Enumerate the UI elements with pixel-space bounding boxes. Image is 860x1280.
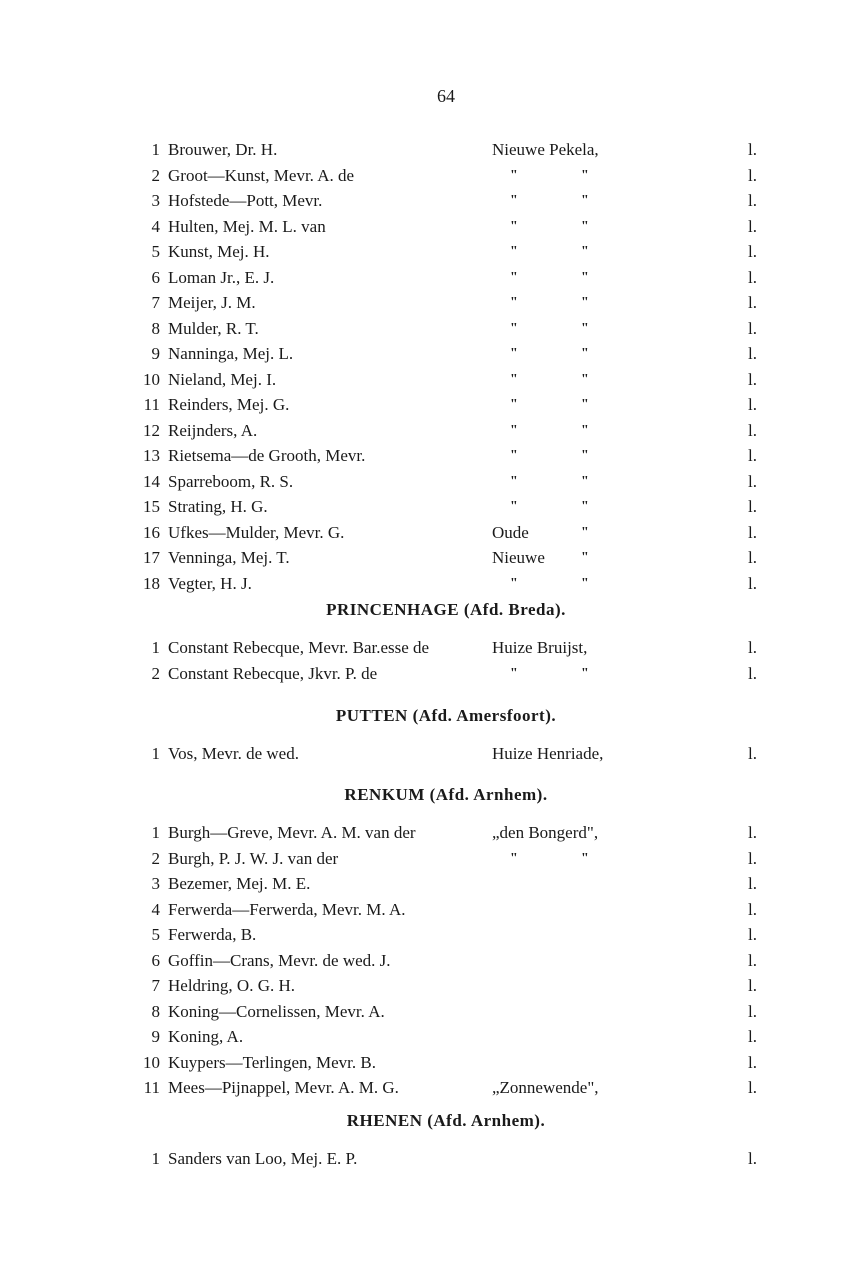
entry-number: 2 [151, 663, 160, 683]
list-item [0, 444, 860, 468]
entry-name: Venninga, Mej. T. [168, 548, 290, 567]
section-heading: RHENEN (Afd. Arnhem). [346, 1111, 546, 1130]
entry-mark: l. [748, 344, 757, 363]
entry-number: 9 [151, 344, 160, 363]
entry-name: Groot—Kunst, Mevr. A. de [168, 165, 355, 185]
ditto-mark: " [510, 665, 518, 681]
section-heading: RENKUM (Afd. Arnhem). [344, 785, 548, 804]
entry-name: Hofstede—Pott, Mevr. [168, 191, 323, 210]
list-item [0, 872, 860, 896]
entry-name: Goffin—Crans, Mevr. de wed. J. [168, 950, 391, 970]
ditto-mark: " [510, 320, 518, 336]
list-item [0, 368, 860, 392]
entry-number: 15 [143, 497, 160, 516]
ditto-mark: " [581, 422, 589, 438]
entry-number: 1 [151, 638, 160, 657]
list-item [0, 1025, 860, 1049]
ditto-mark: " [510, 850, 518, 866]
entry-name: Sparreboom, R. S. [168, 471, 294, 491]
entry-mark: l. [748, 573, 757, 593]
entry-number: 4 [151, 216, 160, 236]
list-item [0, 317, 860, 341]
list-item [0, 1000, 860, 1024]
entry-mark: l. [748, 497, 757, 516]
list-item [0, 342, 860, 366]
list-item [0, 821, 860, 845]
entry-name: Reinders, Mej. G. [168, 395, 290, 414]
entry-place: Oude [492, 522, 529, 542]
list-item [0, 138, 860, 162]
entry-mark: l. [748, 191, 757, 210]
entry-mark: l. [748, 976, 757, 995]
entry-number: 10 [143, 1052, 160, 1072]
ditto-mark: " [581, 193, 589, 208]
list-item [0, 495, 860, 519]
list-item [0, 1051, 860, 1075]
entry-mark: l. [748, 420, 757, 440]
ditto-mark: " [581, 550, 589, 565]
entry-number: 6 [151, 267, 160, 287]
entry-name: Vegter, H. J. [168, 573, 252, 593]
list-item [0, 521, 860, 545]
entry-number: 16 [143, 522, 160, 542]
ditto-mark: " [510, 448, 518, 463]
entry-number: 12 [143, 420, 160, 440]
ditto-mark: " [510, 473, 518, 489]
ditto-mark: " [510, 397, 518, 412]
list-item [0, 546, 860, 570]
ditto-mark: " [581, 218, 589, 234]
entry-place: „Zonnewende", [492, 1078, 599, 1097]
entry-mark: l. [748, 1078, 757, 1097]
entry-name: Mulder, R. T. [168, 318, 259, 338]
entry-mark: l. [748, 823, 757, 842]
entry-place: „den Bongerd", [492, 823, 599, 842]
ditto-mark: " [581, 850, 589, 866]
ditto-mark: " [581, 371, 589, 387]
entry-name: Nanninga, Mej. L. [168, 344, 294, 363]
entry-mark: l. [748, 950, 757, 970]
ditto-mark: " [581, 448, 589, 463]
entry-place: Nieuwe Pekela, [492, 140, 599, 159]
ditto-mark: " [510, 499, 518, 514]
entry-mark: l. [748, 318, 757, 338]
entry-mark: l. [748, 744, 757, 763]
list-item [0, 662, 860, 686]
entry-number: 1 [151, 1149, 160, 1168]
entry-number: 1 [151, 744, 160, 763]
entry-number: 14 [143, 471, 160, 491]
entry-name: Strating, H. G. [168, 497, 268, 516]
entry-mark: l. [748, 446, 757, 465]
entry-number: 17 [143, 548, 160, 567]
entry-number: 1 [151, 823, 160, 842]
entry-mark: l. [748, 293, 757, 312]
ditto-mark: " [510, 346, 518, 361]
entry-mark: l. [748, 165, 757, 185]
section-heading: PUTTEN (Afd. Amersfoort). [335, 706, 557, 725]
entry-mark: l. [748, 216, 757, 236]
entry-number: 10 [143, 369, 160, 389]
ditto-mark: " [581, 575, 589, 591]
ditto-mark: " [510, 575, 518, 591]
entry-number: 13 [143, 446, 160, 465]
entry-number: 7 [151, 976, 160, 995]
entry-name: Ferwerda, B. [168, 925, 257, 944]
entry-mark: l. [748, 1149, 757, 1168]
entry-number: 18 [143, 573, 160, 593]
entry-mark: l. [748, 1001, 757, 1021]
ditto-mark: " [510, 269, 518, 285]
entry-number: 11 [143, 1078, 160, 1097]
ditto-mark: " [581, 473, 589, 489]
list-item [0, 572, 860, 596]
entry-place: Huize Henriade, [492, 744, 604, 763]
ditto-mark: " [510, 167, 518, 183]
entry-number: 7 [151, 293, 160, 312]
entry-name: Constant Rebecque, Mevr. Bar.esse de [168, 638, 430, 657]
ditto-mark: " [510, 295, 518, 310]
entry-name: Constant Rebecque, Jkvr. P. de [168, 663, 378, 683]
entry-number: 1 [151, 140, 160, 159]
entry-name: Koning, A. [168, 1027, 244, 1046]
entry-number: 4 [151, 899, 160, 919]
entry-name: Loman Jr., E. J. [168, 267, 275, 287]
entry-number: 5 [151, 242, 160, 261]
entry-name: Ferwerda—Ferwerda, Mevr. M. A. [168, 899, 406, 919]
entry-mark: l. [748, 395, 757, 414]
entry-name: Bezemer, Mej. M. E. [168, 874, 311, 893]
entry-mark: l. [748, 1052, 757, 1072]
list-item [0, 742, 860, 766]
entry-number: 9 [151, 1027, 160, 1046]
entry-number: 8 [151, 318, 160, 338]
list-item [0, 898, 860, 922]
ditto-mark: " [510, 218, 518, 234]
entry-number: 5 [151, 925, 160, 944]
entry-mark: l. [748, 369, 757, 389]
list-item [0, 636, 860, 660]
entry-name: Koning—Cornelissen, Mevr. A. [168, 1001, 385, 1021]
list-item [0, 974, 860, 998]
ditto-mark: " [510, 193, 518, 208]
entry-name: Burgh, P. J. W. J. van der [168, 848, 339, 868]
ditto-mark: " [581, 269, 589, 285]
entry-mark: l. [748, 548, 757, 567]
list-item [0, 215, 860, 239]
list-item [0, 923, 860, 947]
entry-name: Rietsema—de Grooth, Mevr. [168, 446, 366, 465]
entry-name: Kunst, Mej. H. [168, 242, 270, 261]
ditto-mark: " [581, 167, 589, 183]
entry-number: 3 [151, 874, 160, 893]
entry-number: 11 [143, 395, 160, 414]
ditto-mark: " [581, 295, 589, 310]
entry-name: Hulten, Mej. M. L. van [168, 216, 326, 236]
entry-name: Sanders van Loo, Mej. E. P. [168, 1149, 358, 1168]
entry-mark: l. [748, 1027, 757, 1046]
page-number: 64 [437, 86, 455, 106]
entry-number: 8 [151, 1001, 160, 1021]
entry-number: 3 [151, 191, 160, 210]
list-item [0, 1147, 860, 1171]
ditto-mark: " [581, 244, 589, 259]
entry-name: Vos, Mevr. de wed. [168, 744, 299, 763]
ditto-mark: " [581, 499, 589, 514]
ditto-mark: " [581, 665, 589, 681]
ditto-mark: " [581, 397, 589, 412]
entry-mark: l. [748, 874, 757, 893]
list-item [0, 847, 860, 871]
entry-name: Burgh—Greve, Mevr. A. M. van der [168, 823, 416, 842]
entry-name: Meijer, J. M. [168, 293, 256, 312]
entry-mark: l. [748, 242, 757, 261]
entry-number: 2 [151, 848, 160, 868]
entry-mark: l. [748, 925, 757, 944]
ditto-mark: " [510, 422, 518, 438]
list-item [0, 949, 860, 973]
entry-name: Ufkes—Mulder, Mevr. G. [168, 522, 345, 542]
list-item [0, 470, 860, 494]
entry-mark: l. [748, 140, 757, 159]
list-item [0, 189, 860, 213]
section-heading: PRINCENHAGE (Afd. Breda). [326, 600, 566, 619]
entry-place: Huize Bruijst, [492, 638, 588, 657]
list-item [0, 393, 860, 417]
entry-name: Kuypers—Terlingen, Mevr. B. [168, 1052, 376, 1072]
entry-mark: l. [748, 522, 757, 542]
entry-name: Heldring, O. G. H. [168, 976, 296, 995]
ditto-mark: " [510, 244, 518, 259]
list-item [0, 419, 860, 443]
entry-place: Nieuwe [492, 548, 545, 567]
entry-name: Brouwer, Dr. H. [168, 140, 278, 159]
list-item [0, 266, 860, 290]
entry-mark: l. [748, 638, 757, 657]
entry-mark: l. [748, 267, 757, 287]
entry-number: 2 [151, 165, 160, 185]
entry-name: Mees—Pijnappel, Mevr. A. M. G. [168, 1078, 399, 1097]
entry-name: Nieland, Mej. I. [168, 369, 277, 389]
entry-name: Reijnders, A. [168, 420, 258, 440]
entry-mark: l. [748, 848, 757, 868]
list-item [0, 291, 860, 315]
ditto-mark: " [581, 320, 589, 336]
ditto-mark: " [510, 371, 518, 387]
ditto-mark: " [581, 524, 589, 540]
entry-number: 6 [151, 950, 160, 970]
ditto-mark: " [581, 346, 589, 361]
list-item [0, 1076, 860, 1100]
entry-mark: l. [748, 663, 757, 683]
entry-mark: l. [748, 899, 757, 919]
list-item [0, 164, 860, 188]
list-item [0, 240, 860, 264]
entry-mark: l. [748, 471, 757, 491]
